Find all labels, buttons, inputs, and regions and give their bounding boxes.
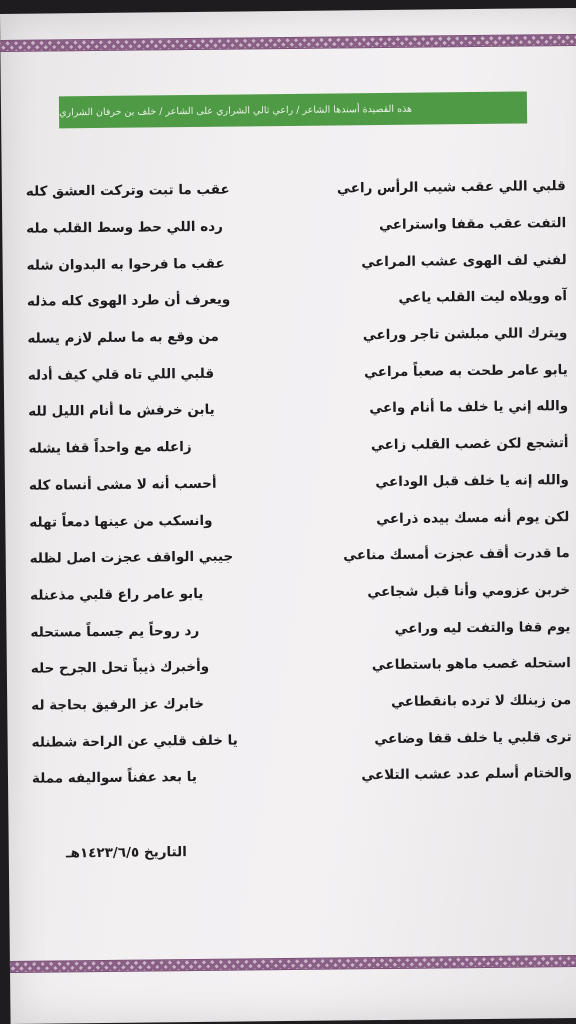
verse-second-hemistich: عقب ما فرحوا به البدوان شله bbox=[26, 255, 225, 274]
verse-second-hemistich: زاعله مع واحداً قفا يشله bbox=[28, 439, 192, 457]
verse-second-hemistich: وانسكب من عينها دمعاً تهله bbox=[29, 512, 213, 531]
verse-second-hemistich: يا خلف قلبي عن الراحة شطنله bbox=[31, 732, 238, 751]
verse-second-hemistich: خابرك عز الرفيق بحاجة له bbox=[31, 695, 205, 714]
verse-first-hemistich: والله إنه يا خلف قبل الوداعي bbox=[375, 471, 569, 490]
verse-second-hemistich: يا بعد عفناً سواليفه مملة bbox=[31, 769, 197, 788]
verse-first-hemistich: يابو عامر طحت به صعباً مراعي bbox=[363, 361, 568, 380]
verse-first-hemistich: قلبي اللي عقب شيب الرأس راعي bbox=[336, 178, 566, 197]
verse-row bbox=[30, 572, 570, 614]
verse-row bbox=[27, 278, 567, 320]
verse-second-hemistich: جيبي الواقف عجزت اصل لظله bbox=[29, 548, 234, 567]
verse-second-hemistich: رده اللي حط وسط القلب مله bbox=[26, 218, 223, 237]
verse-first-hemistich: أتشجع لكن غصب القلب زاعي bbox=[370, 435, 569, 454]
verse-row bbox=[31, 718, 571, 760]
verse-row bbox=[26, 205, 566, 247]
verse-row bbox=[28, 388, 568, 430]
verse-row bbox=[29, 498, 569, 540]
verse-first-hemistich: لكن يوم أنه مسك بيده ذراعي bbox=[376, 508, 570, 527]
verse-first-hemistich: آه وويلاه ليت القلب ياعي bbox=[398, 288, 568, 307]
verse-row bbox=[26, 241, 566, 283]
verse-first-hemistich: ما قدرت أقف عجزت أمسك مناعي bbox=[343, 545, 570, 564]
poem-body bbox=[26, 168, 573, 797]
poem-date: التاريخ ١٤٢٣/٦/٥هـ bbox=[65, 844, 187, 862]
verse-first-hemistich: يوم قفا والتفت ليه وراعي bbox=[394, 618, 571, 637]
verse-row bbox=[32, 755, 572, 797]
verse-first-hemistich: التفت عقب مقفا واستراعي bbox=[379, 215, 567, 234]
verse-second-hemistich: من وقع به ما سلم لازم يسله bbox=[27, 328, 219, 347]
verse-row bbox=[31, 645, 571, 687]
verse-first-hemistich: من زبنلك لا ترده بانقطاعي bbox=[390, 692, 572, 710]
verse-row bbox=[28, 352, 568, 394]
header-banner bbox=[59, 91, 527, 128]
verse-row bbox=[31, 682, 571, 724]
verse-row bbox=[27, 315, 567, 357]
verse-first-hemistich: استحله غصب ماهو باستطاعي bbox=[371, 655, 571, 674]
verse-first-hemistich: ويترك اللي مبلشن تاجر وراعي bbox=[362, 325, 568, 344]
verse-second-hemistich: يابو عامر راع قلبي مذعنله bbox=[30, 585, 204, 604]
verse-row bbox=[30, 608, 570, 650]
verse-row bbox=[29, 462, 569, 504]
verse-row bbox=[30, 535, 570, 577]
verse-second-hemistich: رد روحاً يم جسماً مستحله bbox=[30, 622, 200, 641]
verse-first-hemistich: لفني لف الهوى عشب المراعي bbox=[361, 251, 567, 270]
verse-second-hemistich: وأخبرك ذيباً تحل الجرح حله bbox=[30, 659, 210, 677]
bottom-decorative-border bbox=[10, 955, 576, 973]
verse-second-hemistich: عقب ما تبت وتركت العشق كله bbox=[25, 181, 230, 201]
verse-second-hemistich: قلبي اللي تاه قلي كيف أدله bbox=[27, 365, 215, 384]
banner-text: هذه القصيدة أسندها الشاعر / راعي ثالي الشراري على الشاعر / خلف بن خرفان الشراري bbox=[58, 103, 413, 118]
paper-sheet bbox=[0, 8, 576, 1024]
verse-first-hemistich: خربن عزومي وأنا قبل شجاعي bbox=[367, 581, 571, 601]
verse-first-hemistich: والختام أسلم عدد عشب التلاعي bbox=[361, 765, 573, 784]
verse-first-hemistich: والله إني يا خلف ما أنام واعي bbox=[369, 398, 569, 417]
verse-first-hemistich: ترى قلبي يا خلف قفا وضاعي bbox=[374, 728, 572, 747]
verse-second-hemistich: ويعرف أن طرد الهوى كله مذله bbox=[26, 292, 231, 311]
verse-second-hemistich: أحسب أنه لا مشى أنساه كله bbox=[28, 475, 217, 494]
top-decorative-border bbox=[0, 34, 576, 52]
verse-row bbox=[26, 168, 566, 210]
verse-row bbox=[28, 425, 568, 467]
verse-second-hemistich: يابن خرفش ما أنام الليل لله bbox=[28, 402, 215, 421]
